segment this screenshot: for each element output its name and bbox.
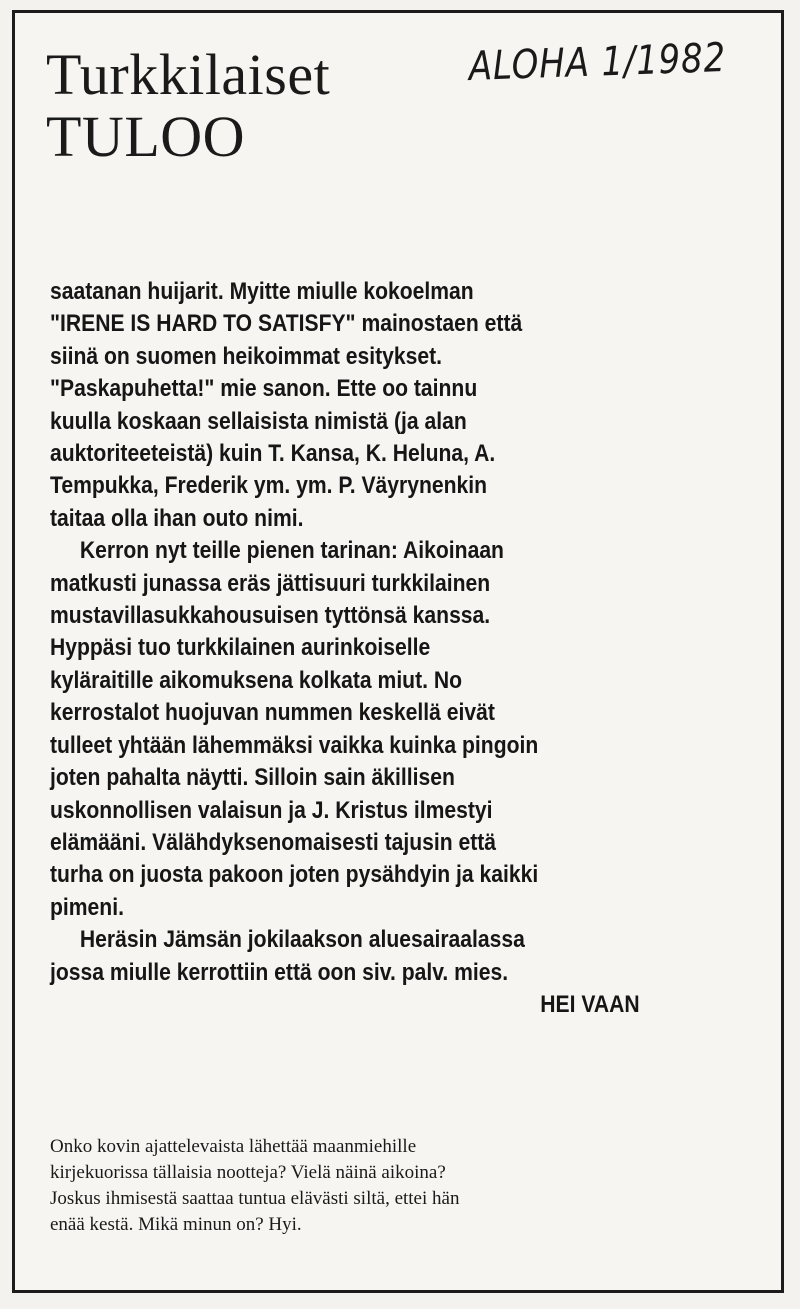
letter-line: taitaa olla ihan outo nimi. [50, 504, 304, 532]
letter-line: kuulla koskaan sellaisista nimistä (ja alan [50, 407, 467, 435]
letter-line: kyläraitille aikomuksena kolkata miut. No [50, 666, 463, 694]
reply-line: kirjekuorissa tällaisia nootteja? Vielä näinä aikoina? [50, 1162, 446, 1183]
letter-line: Heräsin Jämsän jokilaakson aluesairaalassa [79, 926, 525, 954]
headline-line-1: Turkkilaiset [46, 42, 331, 107]
reply-line: enää kestä. Mikä minun on? Hyi. [50, 1214, 302, 1235]
letter-line: matkusti junassa eräs jättisuuri turkkilainen [50, 569, 491, 597]
headline-line-2: TULOO [46, 104, 246, 169]
reply-line: Joskus ihmisestä saattaa tuntua elävästi siltä, ettei hän [50, 1188, 460, 1209]
letter-line: mustavillasukkahousuisen tyttönsä kanssa. [50, 602, 491, 630]
letter-line: turha on juosta pakoon joten pysähdyin ja kaikki [50, 861, 539, 889]
letter-line: siinä on suomen heikoimmat esitykset. [50, 342, 443, 370]
letter-line: Tempukka, Frederik ym. ym. P. Väyrynenkin [50, 472, 488, 500]
letter-line: Kerron nyt teille pienen tarinan: Aikoinaan [79, 537, 504, 565]
headline [46, 44, 330, 168]
letter-line: saatanan huijarit. Myitte miulle kokoelman [50, 278, 474, 305]
letter-line: joten pahalta näytti. Silloin sain äkillisen [50, 764, 455, 792]
handwritten-source-note: ALOHA 1/1982 [468, 35, 727, 90]
letter-line: "IRENE IS HARD TO SATISFY" mainostaen että [50, 310, 523, 338]
letter-line: Hyppäsi tuo turkkilainen aurinkoiselle [50, 634, 431, 662]
letter-signature: HEI VAAN [540, 990, 640, 1018]
letter-line: uskonnollisen valaisun ja J. Kristus ilmestyi [50, 796, 493, 824]
reply-line: Onko kovin ajattelevaista lähettää maanmiehille [50, 1136, 417, 1157]
reader-letter [50, 276, 710, 1021]
letter-line: kerrostalot huojuvan nummen keskellä eivät [50, 699, 495, 727]
letter-line: elämääni. Välähdyksenomaisesti tajusin että [50, 828, 497, 856]
letter-line: jossa miulle kerrottiin että oon siv. palv. mies. [50, 958, 509, 986]
letter-line: auktoriteeteistä) kuin T. Kansa, K. Heluna, A. [50, 440, 496, 468]
letter-line: pimeni. [50, 893, 124, 921]
letter-line: "Paskapuhetta!" mie sanon. Ette oo tainnu [50, 375, 478, 403]
letter-line: tulleet yhtään lähemmäksi vaikka kuinka pingoin [50, 731, 539, 759]
editor-reply [50, 1134, 730, 1238]
